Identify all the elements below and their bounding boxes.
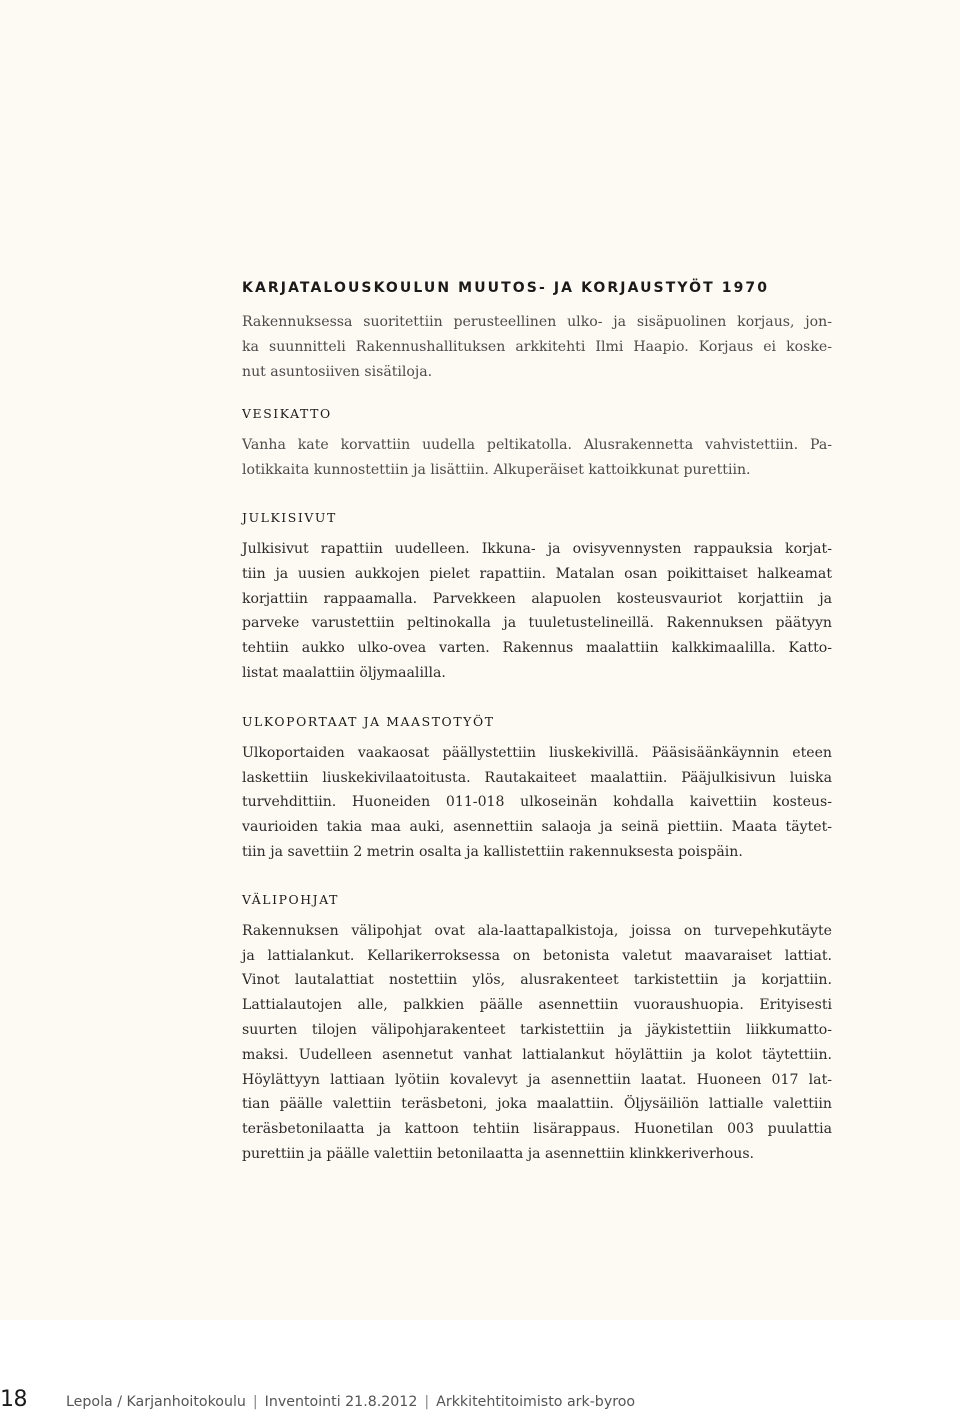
section-heading-ulkoportaat: ULKOPORTAAT JA MAASTOTYÖT xyxy=(242,713,495,729)
section-body-julkisivut xyxy=(242,537,832,686)
body-line: teräsbetonilaatta ja kattoon tehtiin lisärappaus. Huonetilan 003 puulattia xyxy=(242,1121,832,1138)
body-line: Ulkoportaiden vaakaosat päällystettiin liuskekivillä. Pääsisäänkäynnin eteen xyxy=(242,744,832,761)
body-line: ja lattialankut. Kellarikerroksessa on betonista valetut maavaraiset lattiat. xyxy=(242,947,832,964)
body-line: korjattiin rappaamalla. Parvekkeen alapuolen kosteusvauriot korjattiin ja xyxy=(242,590,832,607)
body-line: tian päälle valettiin teräsbetoni, joka maalattiin. Öljysäiliön lattialle valettiin xyxy=(242,1096,832,1113)
body-line: turvehdittiin. Huoneiden 011-018 ulkoseinän kohdalla kaivettiin kosteus- xyxy=(242,794,832,811)
intro-line: ka suunnitteli Rakennushallituksen arkkitehti Ilmi Haapio. Korjaus ei koske- xyxy=(242,338,832,355)
body-line: laskettiin liuskekivilaatoitusta. Rautakaiteet maalattiin. Pääjulkisivun luiska xyxy=(242,769,832,786)
section-body-vesikatto xyxy=(242,433,832,483)
body-line: Vanha kate korvattiin uudella peltikatolla. Alusrakennetta vahvistettiin. Pa- xyxy=(242,437,832,454)
footer-office: Arkkitehtitoimisto ark-byroo xyxy=(436,1394,636,1410)
body-line: maksi. Uudelleen asennetut vanhat lattialankut höylättiin ja kolot täytettiin. xyxy=(242,1046,832,1063)
footer-credits xyxy=(66,1392,635,1412)
body-line: tiin ja savettiin 2 metrin osalta ja kallistettiin rakennuksesta poispäin. xyxy=(242,843,743,860)
footer-project: Lepola / Karjanhoitokoulu xyxy=(66,1394,246,1410)
body-line: tiin ja uusien aukkojen pielet rapattiin. Matalan osan poikittaiset halkeamat xyxy=(242,565,832,582)
document-title: KARJATALOUSKOULUN MUUTOS- JA KORJAUSTYÖT 1970 xyxy=(242,280,770,296)
body-line: vaurioiden takia maa auki, asennettiin salaoja ja seinä piettiin. Maata täytet- xyxy=(242,819,832,836)
section-heading-vesikatto: VESIKATTO xyxy=(242,406,332,422)
body-line: Lattialautojen alle, palkkien päälle asennettiin vuoraushuopia. Erityisesti xyxy=(242,997,832,1014)
body-line: tehtiin aukko ulko-ovea varten. Rakennus maalattiin kalkkimaalilla. Katto- xyxy=(242,640,832,657)
footer-separator: | xyxy=(424,1394,430,1410)
body-line: suurten tilojen välipohjarakenteet tarkistettiin ja jäykistettiin liikkumatto- xyxy=(242,1021,832,1038)
section-body-valipohjat xyxy=(242,919,832,1167)
body-line: Vinot lautalattiat nostettiin ylös, alusrakenteet tarkistettiin ja korjattiin. xyxy=(242,972,832,989)
body-line: Höylättyyn lattiaan lyötiin kovalevyt ja asennettiin laatat. Huoneen 017 lat- xyxy=(242,1071,832,1088)
body-line: listat maalattiin öljymaalilla. xyxy=(242,664,446,681)
page-number: 18 xyxy=(0,1387,27,1412)
footer-separator: | xyxy=(252,1394,258,1410)
body-line: lotikkaita kunnostettiin ja lisättiin. Alkuperäiset kattoikkunat purettiin. xyxy=(242,462,751,479)
section-heading-valipohjat: VÄLIPOHJAT xyxy=(242,891,339,907)
document-body xyxy=(242,278,832,1167)
body-line: purettiin ja päälle valettiin betonilaatta ja asennettiin klinkkeriverhous. xyxy=(242,1145,755,1162)
intro-line: Rakennuksessa suoritettiin perusteellinen ulko- ja sisäpuolinen korjaus, jon- xyxy=(242,314,832,330)
body-line: Rakennuksen välipohjat ovat ala-laattapalkistoja, joissa on turvepehkutäyte xyxy=(242,922,832,939)
section-heading-julkisivut: JULKISIVUT xyxy=(242,509,337,525)
footer-inventory-date: Inventointi 21.8.2012 xyxy=(264,1394,418,1410)
intro-paragraph xyxy=(242,310,832,384)
body-line: parveke varustettiin peltinokalla ja tuuletustelineillä. Rakennuksen päätyyn xyxy=(242,615,832,632)
section-body-ulkoportaat xyxy=(242,741,832,865)
intro-line: nut asuntosiiven sisätiloja. xyxy=(242,363,433,380)
body-line: Julkisivut rapattiin uudelleen. Ikkuna- ja ovisyvennysten rappauksia korjat- xyxy=(242,540,832,557)
